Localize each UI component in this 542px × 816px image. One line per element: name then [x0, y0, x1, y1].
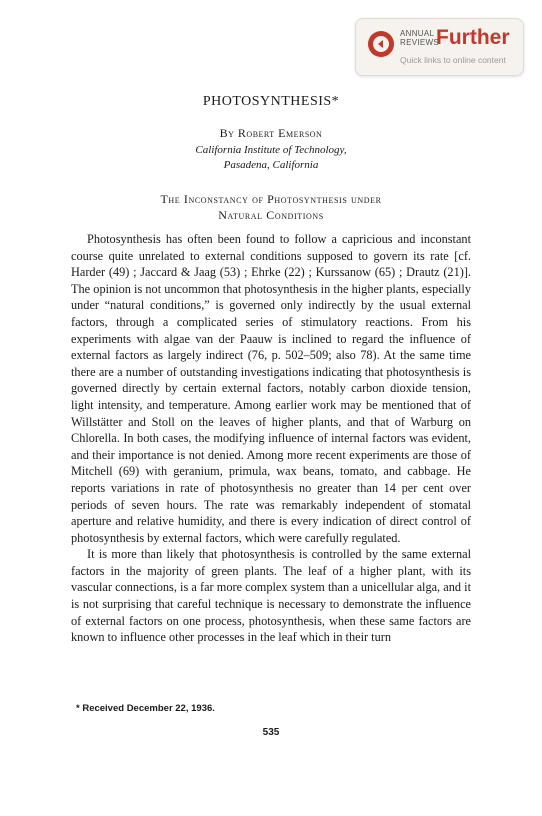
further-label: Further [436, 26, 510, 49]
article-body [71, 231, 471, 646]
arrow-icon [376, 39, 386, 49]
author-line: By Robert Emerson [219, 126, 323, 140]
annual-reviews-further-badge[interactable] [355, 18, 524, 76]
affiliation-line-2: Pasadena, California [223, 159, 319, 171]
paragraph-1: Photosynthesis has often been found to follow a capricious and inconstant course quite unrelated to external conditions supposed to govern its rate [cf. Harder (49) ; Jaccard & Jaag (53) ; Ehrke (22) ; Kurssanow (65) ; Drautz (21)]. The opinion is not uncommon that photosynthesis in the higher plants, especially under “natural conditions,” is governed only indirectly by the usual external factors, through a complicated series of stimulatory reactions. From his experiments with algae van der Paauw is inclined to regard the influence of external factors as largely indirect (76, p. 502–509; also 78). At the same time there are a number of outstanding investigations indicating that photosynthesis is governed directly by certain external factors, notably carbon dioxide tension, light intensity, and temperature. Among earlier work may be mentioned that of Willstätter and Stoll on the leaves of higher plants, and that of Warburg on Chlorella. In both cases, the modifying influence of internal factors was evident, and their importance is not denied. Among more recent experiments are those of Mitchell (69) with geranium, primula, wax beans, tomato, and cabbage. He reports variations in rate of photosynthesis no greater than 14 per cent over periods of seven hours. The rate was remarkably independent of stomatal aperture and relative humidity, and there is every indication of direct control of photosynthesis by external factors, which were carefully regulated. [71, 232, 471, 545]
section-heading-line-1: The Inconstancy of Photosynthesis under [160, 192, 382, 206]
section-heading-line-2: Natural Conditions [218, 208, 324, 222]
affiliation-line-1: California Institute of Technology, [195, 144, 347, 156]
annual-reviews-logo-text: ANNUAL REVIEWS [400, 29, 439, 47]
page-number: 535 [262, 727, 280, 738]
article-title: PHOTOSYNTHESIS* [202, 94, 340, 109]
paragraph-2: It is more than likely that photosynthesis is controlled by the same external factors in the majority of green plants. The leaf of a higher plant, with its vascular connections, is a far more complex system than a unicellular alga, and it is not surprising that careful technique is necessary to demonstrate the influence of external factors on one process, photosynthesis, when these same factors are known to influence other processes in the leaf which in their turn [71, 547, 471, 645]
further-logo-icon [368, 31, 394, 57]
footnote: * Received December 22, 1936. [76, 703, 215, 714]
further-subtitle: Quick links to online content [400, 55, 506, 65]
